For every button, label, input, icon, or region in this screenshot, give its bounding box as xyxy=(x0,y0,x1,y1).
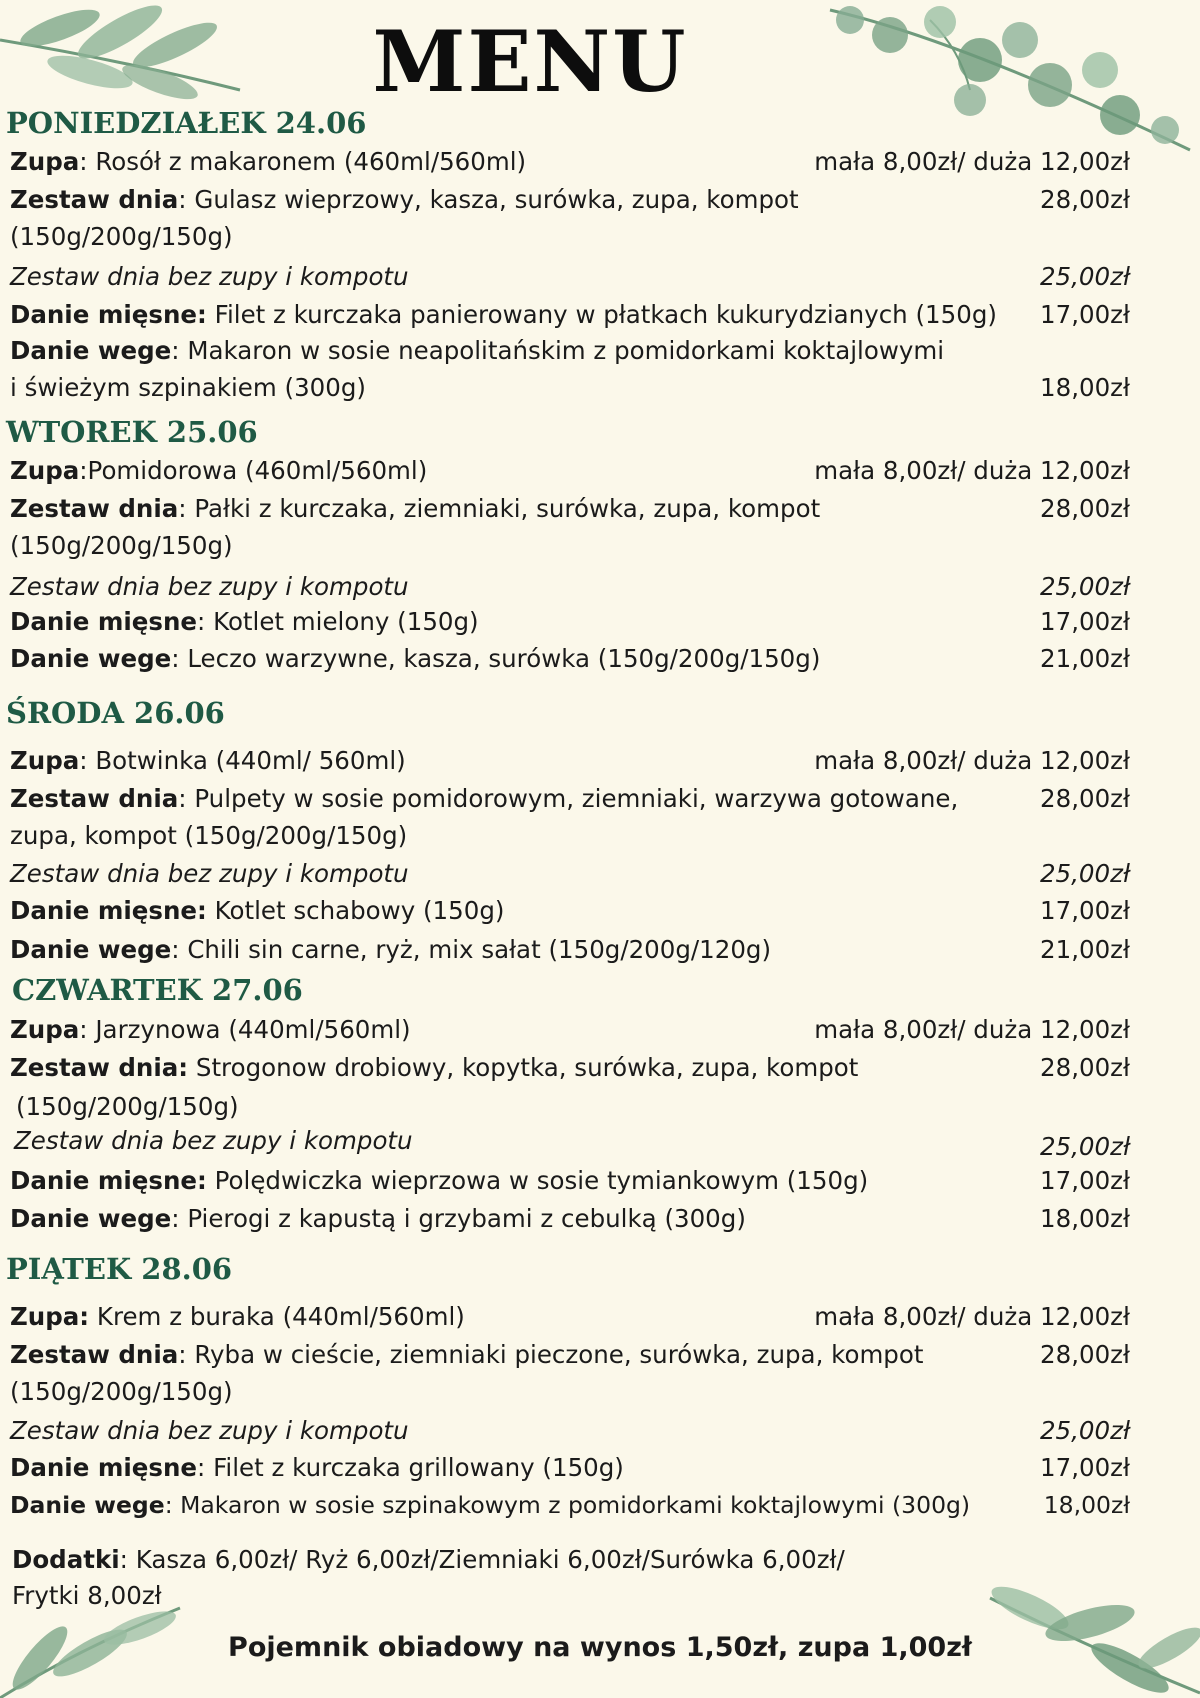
soup-price: mała 8,00zł/ duża 12,00zł xyxy=(814,456,1130,485)
soup-row: Zupa: Jarzynowa (440ml/560ml) mała 8,00zł/ duża 12,00zł xyxy=(10,1012,1130,1048)
set-nosoup-price: 25,00zł xyxy=(1039,1416,1130,1445)
soup-label: Zupa xyxy=(10,746,80,775)
set-nosoup-price: 25,00zł xyxy=(1039,262,1130,291)
set-nosoup-name: Zestaw dnia bez zupy i kompotu xyxy=(10,859,409,888)
meat-price: 17,00zł xyxy=(1040,300,1130,329)
vege-label: Danie wege xyxy=(10,935,172,964)
set-label: Zestaw dnia xyxy=(10,494,179,523)
set-nosoup-row xyxy=(10,856,1130,892)
set-nosoup-name: Zestaw dnia bez zupy i kompotu xyxy=(10,1416,409,1445)
vege-label: Danie wege xyxy=(10,1491,165,1519)
vege-name: Makaron w sosie neapolitańskim z pomidorkami koktajlowymi xyxy=(187,336,945,365)
set-continuation: zupa, kompot (150g/200g/150g) xyxy=(10,821,408,850)
vege-name: Pierogi z kapustą i grzybami z cebulką (300g) xyxy=(187,1204,746,1233)
meat-row: Danie mięsne: Kotlet mielony (150g) 17,00zł xyxy=(10,604,1130,640)
vege-price: 21,00zł xyxy=(1040,644,1130,673)
set-price: 28,00zł xyxy=(1040,185,1130,214)
set-name: Strogonow drobiowy, kopytka, surówka, zupa, kompot xyxy=(195,1053,859,1082)
soup-row: Zupa:Pomidorowa (460ml/560ml) mała 8,00zł/ duża 12,00zł xyxy=(10,453,1130,489)
soup-name: Krem z buraka (440ml/560ml) xyxy=(96,1302,465,1331)
soup-price: mała 8,00zł/ duża 12,00zł xyxy=(814,746,1130,775)
soup-row: Zupa: Botwinka (440ml/ 560ml) mała 8,00zł/ duża 12,00zł xyxy=(10,743,1130,779)
set-price: 28,00zł xyxy=(1040,784,1130,813)
set-continuation: (150g/200g/150g) xyxy=(10,222,233,251)
vege-continuation-row xyxy=(10,370,1130,406)
set-name: Gulasz wieprzowy, kasza, surówka, zupa, kompot xyxy=(194,185,799,214)
soup-price: mała 8,00zł/ duża 12,00zł xyxy=(814,147,1130,176)
set-nosoup-row xyxy=(14,1123,1130,1159)
set-nosoup-price: 25,00zł xyxy=(1039,1132,1130,1161)
vege-row: Danie wege: Leczo warzywne, kasza, surówka (150g/200g/150g) 21,00zł xyxy=(10,641,1130,677)
vege-row: Danie wege: Makaron w sosie neapolitańskim z pomidorkami koktajlowymi xyxy=(10,336,945,365)
meat-name: Filet z kurczaka grillowany (150g) xyxy=(213,1453,624,1482)
set-label: Zestaw dnia: xyxy=(10,1053,189,1082)
meat-price: 17,00zł xyxy=(1040,607,1130,636)
meat-row xyxy=(10,1163,1130,1199)
set-row: Zestaw dnia: Ryba w cieście, ziemniaki pieczone, surówka, zupa, kompot 28,00zł xyxy=(10,1337,1130,1373)
day-header-monday: PONIEDZIAŁEK 24.06 xyxy=(6,106,367,140)
vege-row: Danie wege: Chili sin carne, ryż, mix sałat (150g/200g/120g) 21,00zł xyxy=(10,932,1130,968)
set-row: Zestaw dnia: Gulasz wieprzowy, kasza, surówka, zupa, kompot 28,00zł xyxy=(10,182,1130,218)
meat-price: 17,00zł xyxy=(1040,1453,1130,1482)
set-name: Ryba w cieście, ziemniaki pieczone, surówka, zupa, kompot xyxy=(194,1340,924,1369)
day-header-wednesday: ŚRODA 26.06 xyxy=(6,696,225,730)
set-nosoup-row xyxy=(10,1413,1130,1449)
day-header-friday: PIĄTEK 28.06 xyxy=(6,1252,233,1286)
set-row xyxy=(10,1050,1130,1086)
set-label: Zestaw dnia xyxy=(10,1340,179,1369)
extras-line: Dodatki: Kasza 6,00zł/ Ryż 6,00zł/Ziemniaki 6,00zł/Surówka 6,00zł/ xyxy=(12,1545,845,1574)
set-row: Zestaw dnia: Pulpety w sosie pomidorowym, ziemniaki, warzywa gotowane, 28,00zł xyxy=(10,781,1130,817)
set-nosoup-name: Zestaw dnia bez zupy i kompotu xyxy=(10,262,409,291)
soup-row xyxy=(10,1299,1130,1335)
vege-row: Danie wege: Makaron w sosie szpinakowym z pomidorkami koktajlowymi (300g) 18,00zł xyxy=(10,1487,1130,1523)
meat-row xyxy=(10,297,1130,333)
set-price: 28,00zł xyxy=(1040,1340,1130,1369)
meat-name: Kotlet mielony (150g) xyxy=(213,607,479,636)
soup-row: Zupa: Rosół z makaronem (460ml/560ml) mała 8,00zł/ duża 12,00zł xyxy=(10,144,1130,180)
meat-label: Danie mięsne xyxy=(10,607,198,636)
vege-name: Makaron w sosie szpinakowym z pomidorkami koktajlowymi (300g) xyxy=(180,1491,971,1519)
soup-label: Zupa: xyxy=(10,1302,90,1331)
soup-label: Zupa xyxy=(10,147,80,176)
soup-label: Zupa xyxy=(10,1015,80,1044)
vege-name: Chili sin carne, ryż, mix sałat (150g/200g/120g) xyxy=(187,935,772,964)
meat-row xyxy=(10,893,1130,929)
set-nosoup-price: 25,00zł xyxy=(1039,859,1130,888)
set-continuation: (150g/200g/150g) xyxy=(16,1092,239,1121)
day-header-thursday: CZWARTEK 27.06 xyxy=(12,973,303,1007)
extras-label: Dodatki xyxy=(12,1545,120,1574)
meat-label: Danie mięsne xyxy=(10,1453,198,1482)
soup-name: Rosół z makaronem (460ml/560ml) xyxy=(95,147,527,176)
soup-name: Botwinka (440ml/ 560ml) xyxy=(95,746,406,775)
set-nosoup-name: Zestaw dnia bez zupy i kompotu xyxy=(14,1126,413,1155)
set-name: Pałki z kurczaka, ziemniaki, surówka, zupa, kompot xyxy=(194,494,821,523)
set-nosoup-price: 25,00zł xyxy=(1039,572,1130,601)
extras-continuation: Frytki 8,00zł xyxy=(12,1581,162,1610)
extras-text: Kasza 6,00zł/ Ryż 6,00zł/Ziemniaki 6,00zł/Surówka 6,00zł/ xyxy=(135,1545,845,1574)
set-label: Zestaw dnia xyxy=(10,784,179,813)
vege-price: 21,00zł xyxy=(1040,935,1130,964)
meat-name: Filet z kurczaka panierowany w płatkach kukurydzianych (150g) xyxy=(214,300,997,329)
soup-name: Pomidorowa (460ml/560ml) xyxy=(87,456,428,485)
vege-label: Danie wege xyxy=(10,336,172,365)
set-nosoup-row xyxy=(10,569,1130,605)
set-name: Pulpety w sosie pomidorowym, ziemniaki, warzywa gotowane, xyxy=(194,784,959,813)
day-header-tuesday: WTOREK 25.06 xyxy=(6,415,258,449)
vege-label: Danie wege xyxy=(10,644,172,673)
set-price: 28,00zł xyxy=(1040,1053,1130,1082)
meat-name: Kotlet schabowy (150g) xyxy=(214,896,505,925)
vege-row: Danie wege: Pierogi z kapustą i grzybami z cebulką (300g) 18,00zł xyxy=(10,1201,1130,1237)
vege-continuation: i świeżym szpinakiem (300g) xyxy=(10,373,366,402)
set-continuation: (150g/200g/150g) xyxy=(10,1377,233,1406)
vege-price: 18,00zł xyxy=(1040,1204,1130,1233)
soup-name: Jarzynowa (440ml/560ml) xyxy=(95,1015,411,1044)
meat-row: Danie mięsne: Filet z kurczaka grillowany (150g) 17,00zł xyxy=(10,1450,1130,1486)
meat-label: Danie mięsne: xyxy=(10,1166,207,1195)
set-price: 28,00zł xyxy=(1040,494,1130,523)
soup-price: mała 8,00zł/ duża 12,00zł xyxy=(814,1015,1130,1044)
set-continuation: (150g/200g/150g) xyxy=(10,531,233,560)
meat-name: Polędwiczka wieprzowa w sosie tymiankowym (150g) xyxy=(214,1166,869,1195)
vege-price: 18,00zł xyxy=(1040,373,1130,402)
takeaway-container-note: Pojemnik obiadowy na wynos 1,50zł, zupa 1,00zł xyxy=(228,1632,972,1663)
set-row: Zestaw dnia: Pałki z kurczaka, ziemniaki, surówka, zupa, kompot 28,00zł xyxy=(10,491,1130,527)
vege-name: Leczo warzywne, kasza, surówka (150g/200g/150g) xyxy=(187,644,821,673)
soup-price: mała 8,00zł/ duża 12,00zł xyxy=(814,1302,1130,1331)
set-nosoup-name: Zestaw dnia bez zupy i kompotu xyxy=(10,572,409,601)
set-label: Zestaw dnia xyxy=(10,185,179,214)
meat-price: 17,00zł xyxy=(1040,1166,1130,1195)
vege-price: 18,00zł xyxy=(1043,1491,1130,1519)
meat-label: Danie mięsne: xyxy=(10,300,207,329)
meat-price: 17,00zł xyxy=(1040,896,1130,925)
meat-label: Danie mięsne: xyxy=(10,896,207,925)
page-title: MENU xyxy=(372,12,688,111)
soup-label: Zupa xyxy=(10,456,80,485)
set-nosoup-row xyxy=(10,259,1130,295)
vege-label: Danie wege xyxy=(10,1204,172,1233)
